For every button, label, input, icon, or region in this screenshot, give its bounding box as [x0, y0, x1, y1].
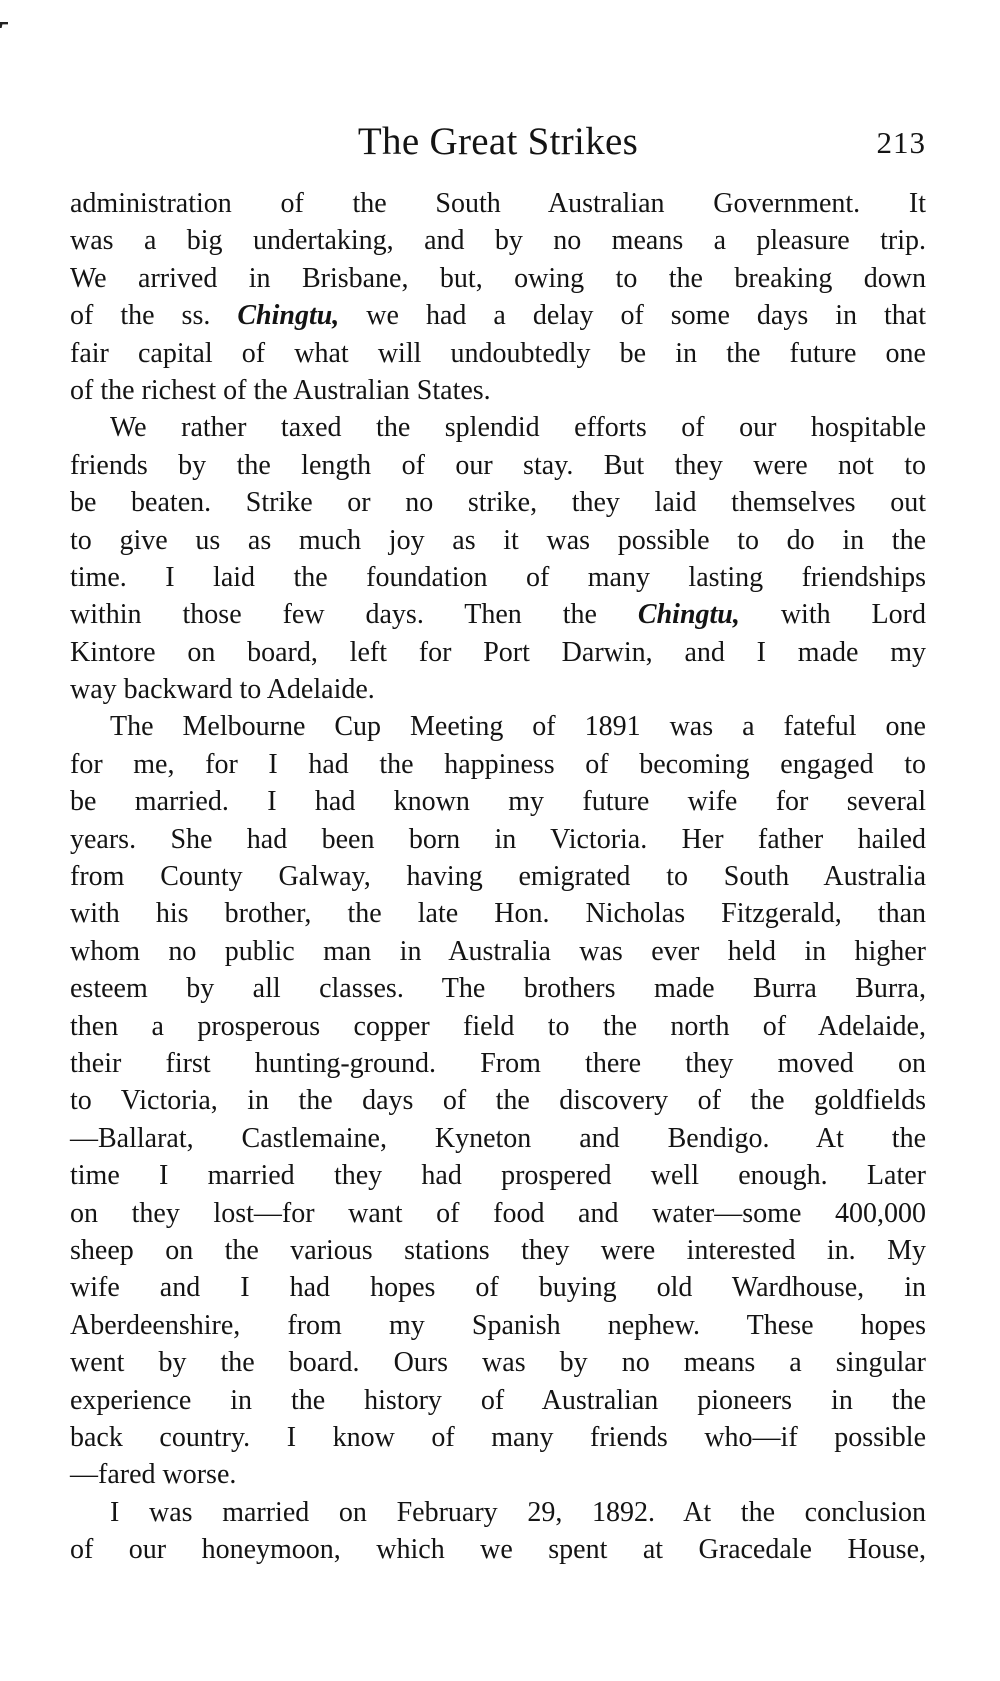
- text-segment: Aberdeenshire, from my Spanish nephew. These hopes: [70, 1309, 926, 1341]
- text-line: [70, 1307, 926, 1344]
- text-line: [70, 858, 926, 895]
- text-segment: with his brother, the late Hon. Nicholas Fitzgerald, than: [70, 898, 926, 930]
- text-line: [70, 596, 926, 633]
- text-segment: of the ss.: [70, 300, 238, 332]
- text-line: [70, 1157, 926, 1194]
- text-segment: esteem by all classes. The brothers made Burra Burra,: [70, 973, 926, 1005]
- text-segment: for me, for I had the happiness of becoming engaged to: [70, 748, 926, 780]
- text-segment: The Melbourne Cup Meeting of 1891 was a fateful one: [110, 711, 926, 743]
- text-segment: then a prosperous copper field to the north of Adelaide,: [70, 1010, 926, 1042]
- text-line: [70, 1456, 926, 1493]
- text-line: [70, 634, 926, 671]
- ship-name: Chingtu,: [637, 599, 740, 631]
- text-line: [70, 1494, 926, 1531]
- text-line: [70, 335, 926, 372]
- text-segment: Kintore on board, left for Port Darwin, and I made my: [70, 636, 926, 668]
- text-segment: We arrived in Brisbane, but, owing to the breaking down: [70, 262, 926, 294]
- text-segment: We rather taxed the splendid efforts of our hospitable: [110, 412, 926, 444]
- text-segment: —Ballarat, Castlemaine, Kyneton and Bendigo. At the: [70, 1122, 926, 1154]
- text-segment: to give us as much joy as it was possible to do in the: [70, 524, 926, 556]
- text-line: [70, 671, 926, 708]
- text-segment: administration of the South Australian Government. It: [70, 188, 926, 219]
- text-segment: of the richest of the Australian States.: [70, 374, 491, 406]
- paragraph: [70, 185, 926, 409]
- text-line: [70, 1008, 926, 1045]
- text-segment: be beaten. Strike or no strike, they laid themselves out: [70, 487, 926, 519]
- text-segment: sheep on the various stations they were interested in. My: [70, 1234, 926, 1266]
- text-segment: their first hunting-ground. From there they moved on: [70, 1047, 926, 1079]
- text-segment: within those few days. Then the: [70, 599, 638, 631]
- text-line: [70, 783, 926, 820]
- text-line: [70, 933, 926, 970]
- text-line: [70, 260, 926, 297]
- text-segment: time I married they had prospered well enough. Later: [70, 1160, 926, 1192]
- text-line: [70, 185, 926, 222]
- text-line: [70, 708, 926, 745]
- text-segment: back country. I know of many friends who—if possible: [70, 1421, 926, 1453]
- text-line: [70, 372, 926, 409]
- text-line: [70, 559, 926, 596]
- text-line: [70, 447, 926, 484]
- text-segment: we had a delay of some days in that: [339, 300, 926, 332]
- text-segment: I was married on February 29, 1892. At the conclusion: [110, 1496, 926, 1528]
- ship-name: Chingtu,: [237, 300, 340, 332]
- text-segment: wife and I had hopes of buying old Wardhouse, in: [70, 1272, 926, 1304]
- text-line: [70, 1120, 926, 1157]
- text-line: [70, 1082, 926, 1119]
- text-line: [70, 1045, 926, 1082]
- text-segment: with Lord: [739, 599, 926, 631]
- text-segment: from County Galway, having emigrated to South Australia: [70, 861, 926, 893]
- text-segment: way backward to Adelaide.: [70, 674, 375, 706]
- text-line: [70, 522, 926, 559]
- body-text: [70, 185, 926, 1568]
- text-line: [70, 1195, 926, 1232]
- text-segment: friends by the length of our stay. But they were not to: [70, 449, 926, 481]
- text-segment: fair capital of what will undoubtedly be in the future one: [70, 337, 926, 369]
- text-line: [70, 1232, 926, 1269]
- text-line: [70, 222, 926, 259]
- text-segment: whom no public man in Australia was ever held in higher: [70, 935, 926, 967]
- text-line: [70, 1531, 926, 1568]
- text-line: [70, 297, 926, 334]
- text-line: [70, 821, 926, 858]
- paragraph: [70, 409, 926, 708]
- text-segment: to Victoria, in the days of the discovery of the goldfields: [70, 1085, 926, 1117]
- text-segment: was a big undertaking, and by no means a pleasure trip.: [70, 225, 926, 257]
- text-line: [70, 895, 926, 932]
- paragraph: [70, 1494, 926, 1569]
- text-line: [70, 746, 926, 783]
- text-line: [70, 484, 926, 521]
- page-number: 213: [876, 125, 926, 160]
- text-line: [70, 970, 926, 1007]
- running-head: [70, 118, 926, 166]
- text-line: [70, 1269, 926, 1306]
- text-segment: years. She had been born in Victoria. Her father hailed: [70, 823, 926, 855]
- text-line: [70, 1382, 926, 1419]
- text-line: [70, 1344, 926, 1381]
- text-line: [70, 1419, 926, 1456]
- scan-corner-mark: [0, 22, 8, 28]
- text-line: [70, 409, 926, 446]
- text-segment: be married. I had known my future wife for several: [70, 786, 926, 818]
- text-segment: of our honeymoon, which we spent at Gracedale House,: [70, 1534, 926, 1566]
- text-segment: on they lost—for want of food and water—some 400,000: [70, 1197, 926, 1229]
- paragraph: [70, 708, 926, 1493]
- text-segment: went by the board. Ours was by no means a singular: [70, 1347, 926, 1379]
- text-segment: time. I laid the foundation of many lasting friendships: [70, 561, 926, 593]
- page-title: The Great Strikes: [357, 120, 639, 163]
- text-segment: —fared worse.: [70, 1459, 237, 1491]
- text-segment: experience in the history of Australian pioneers in the: [70, 1384, 926, 1416]
